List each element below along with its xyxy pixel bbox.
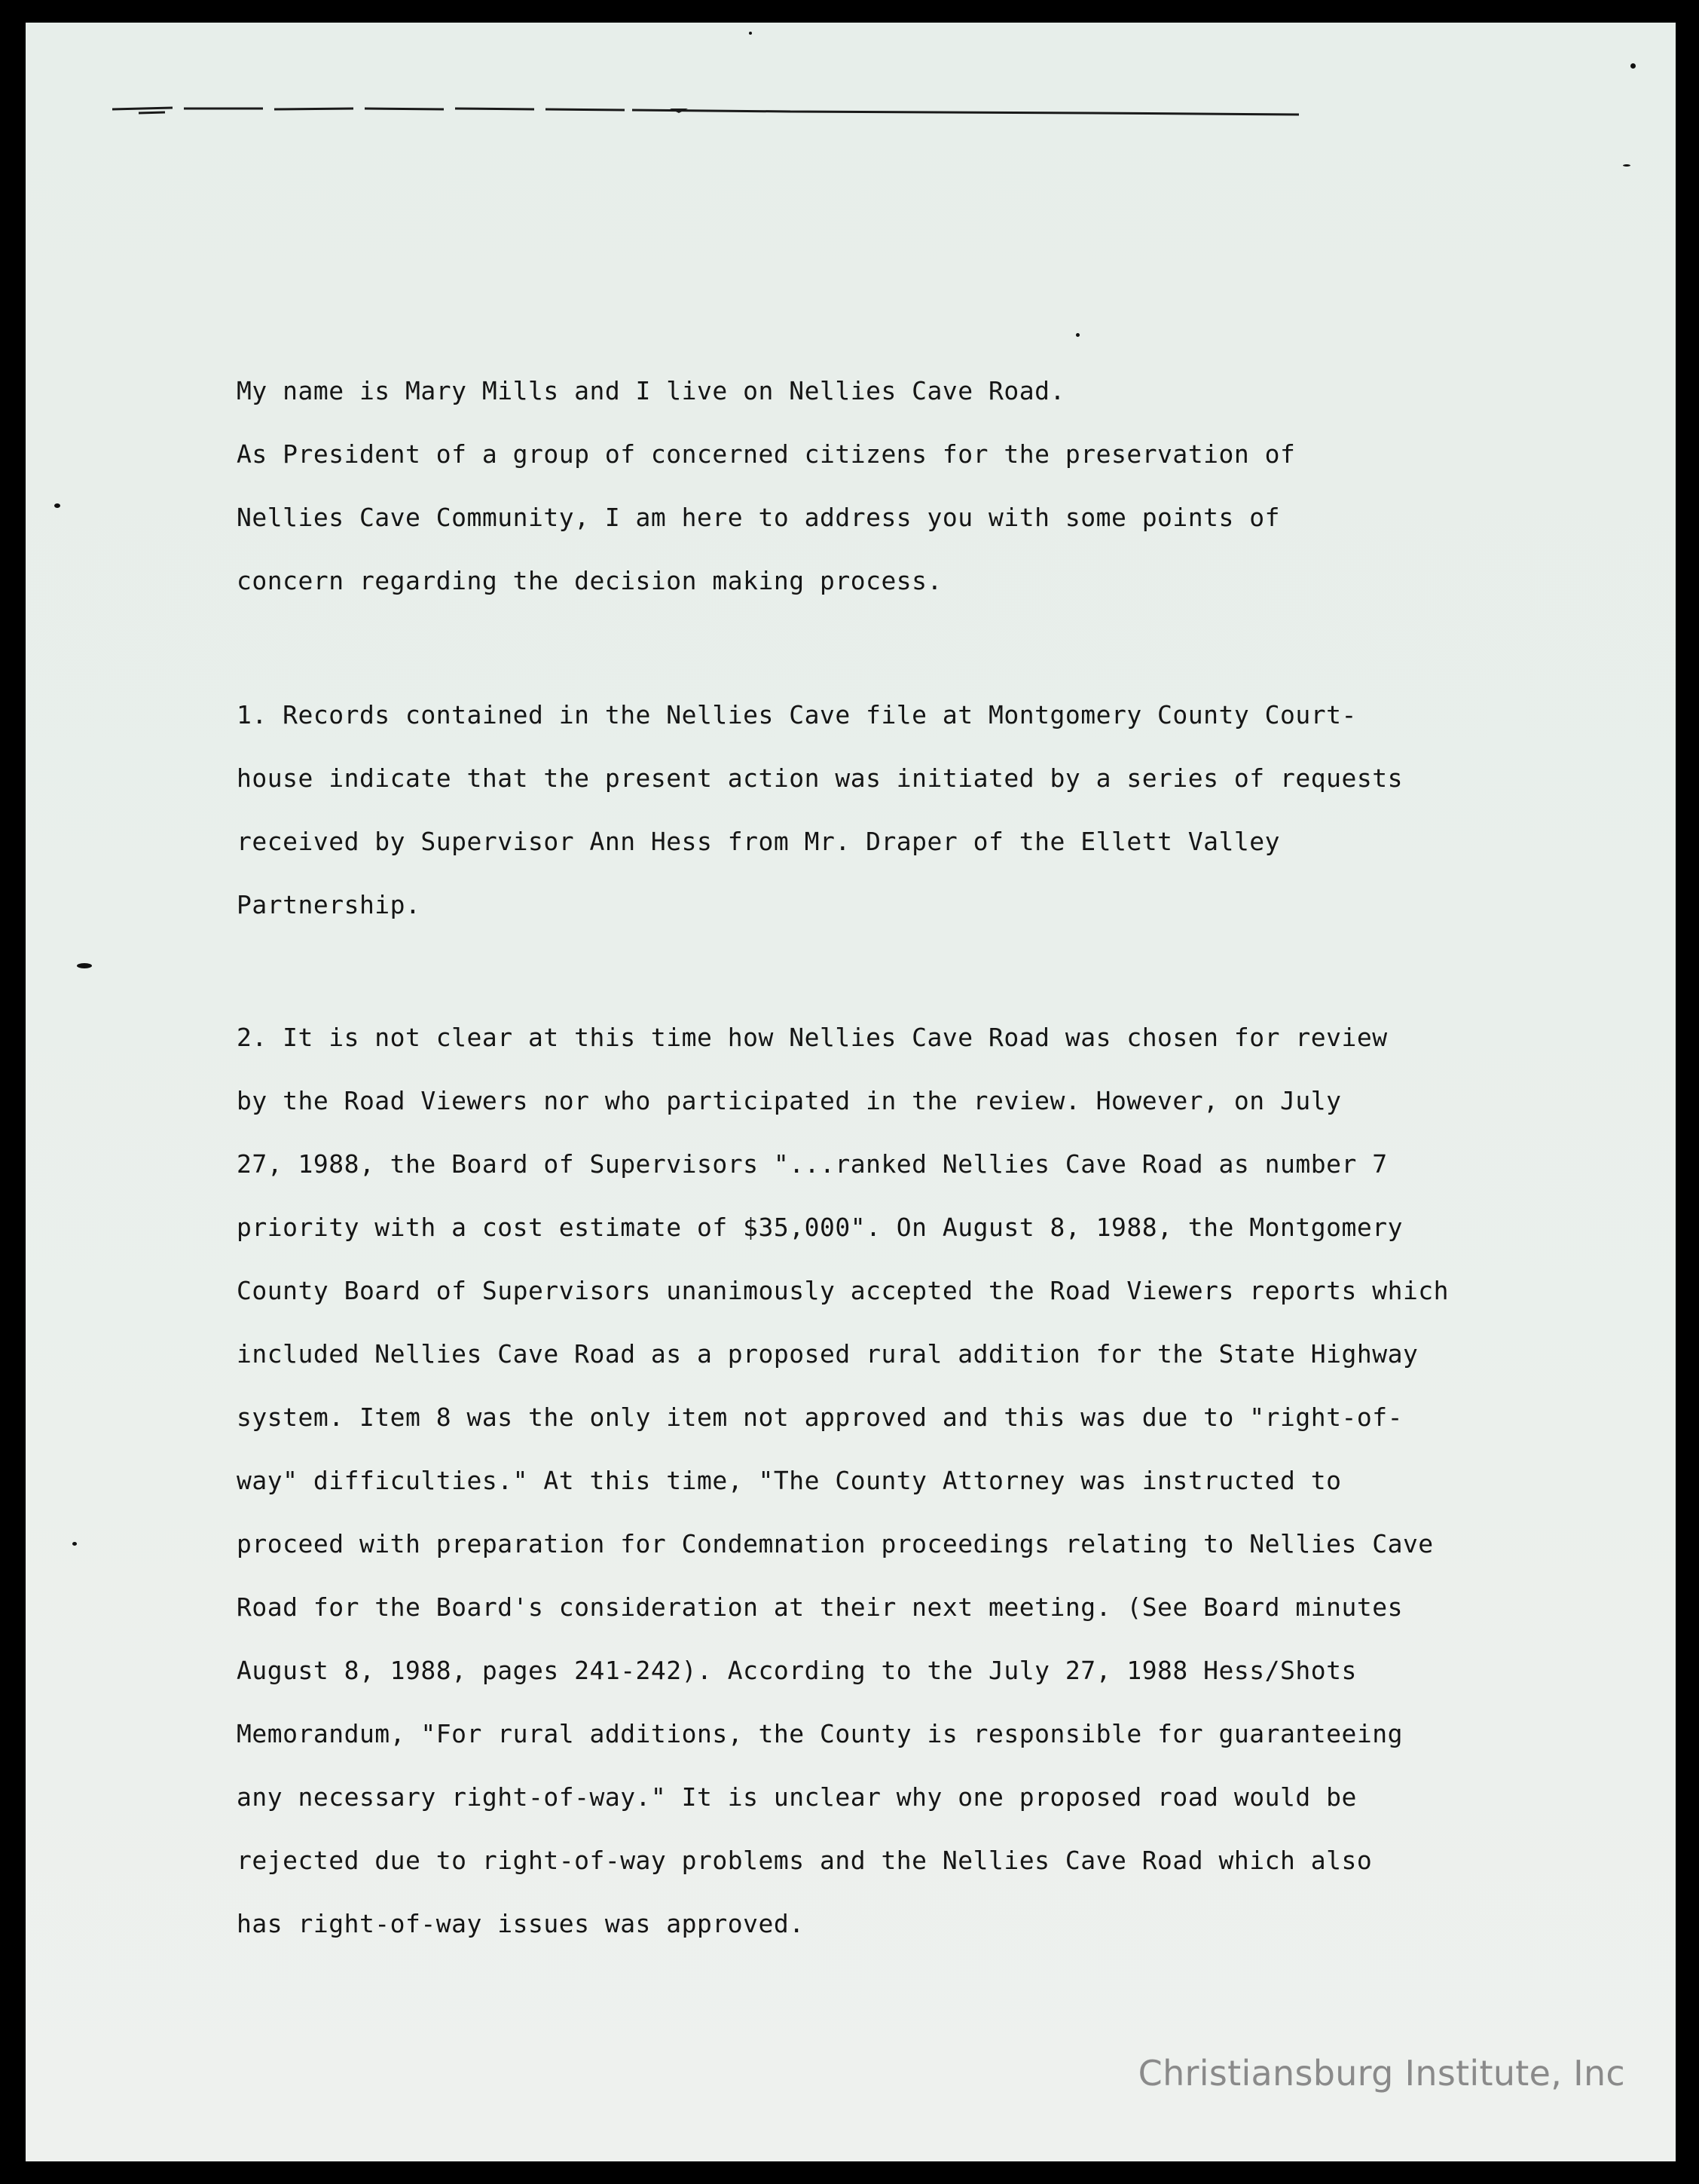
point-one-line-1: 1. Records contained in the Nellies Cave file at Montgomery County Court- xyxy=(237,700,1357,730)
paper-speck xyxy=(72,1542,77,1546)
intro-line-3: Nellies Cave Community, I am here to address you with some points of xyxy=(237,503,1281,532)
point-two-line-5: County Board of Supervisors unanimously accepted the Road Viewers reports which xyxy=(237,1276,1450,1305)
point-two-line-14: rejected due to right-of-way problems and the Nellies Cave Road which also xyxy=(237,1846,1373,1875)
watermark-text: Christiansburg Institute, Inc xyxy=(1138,2053,1625,2094)
intro-paragraph xyxy=(237,359,1517,613)
point-one-line-4: Partnership. xyxy=(237,890,421,919)
point-two-line-4: priority with a cost estimate of $35,000". On August 8, 1988, the Montgomery xyxy=(237,1213,1403,1242)
point-two-line-8: way" difficulties." At this time, "The County Attorney was instructed to xyxy=(237,1466,1342,1495)
top-rule-line xyxy=(112,101,1299,118)
point-one-line-2: house indicate that the present action was initiated by a series of requests xyxy=(237,763,1403,793)
intro-line-2: As President of a group of concerned citizens for the preservation of xyxy=(237,439,1296,469)
point-two-paragraph xyxy=(237,1006,1517,1956)
point-two-line-13: any necessary right-of-way." It is unclear why one proposed road would be xyxy=(237,1782,1357,1812)
intro-line-4: concern regarding the decision making process. xyxy=(237,566,943,595)
point-two-line-10: Road for the Board's consideration at their next meeting. (See Board minutes xyxy=(237,1592,1403,1622)
point-two-line-1: 2. It is not clear at this time how Nellies Cave Road was chosen for review xyxy=(237,1023,1388,1052)
paper-speck xyxy=(77,963,92,968)
paper-speck xyxy=(1076,333,1080,337)
point-two-line-2: by the Road Viewers nor who participated in the review. However, on July xyxy=(237,1086,1342,1115)
point-two-line-11: August 8, 1988, pages 241-242). According to the July 27, 1988 Hess/Shots xyxy=(237,1656,1357,1685)
point-two-line-3: 27, 1988, the Board of Supervisors "...ranked Nellies Cave Road as number 7 xyxy=(237,1149,1388,1179)
intro-line-1: My name is Mary Mills and I live on Nellies Cave Road. xyxy=(237,376,1065,405)
paper-speck xyxy=(749,32,752,35)
point-two-line-9: proceed with preparation for Condemnation proceedings relating to Nellies Cave xyxy=(237,1529,1434,1558)
point-two-line-6: included Nellies Cave Road as a proposed rural addition for the State Highway xyxy=(237,1339,1419,1369)
point-two-line-7: system. Item 8 was the only item not approved and this was due to "right-of- xyxy=(237,1402,1403,1432)
point-two-line-12: Memorandum, "For rural additions, the County is responsible for guaranteeing xyxy=(237,1719,1403,1748)
point-one-paragraph xyxy=(237,684,1517,937)
point-one-line-3: received by Supervisor Ann Hess from Mr. Draper of the Ellett Valley xyxy=(237,827,1281,856)
document-page xyxy=(26,23,1676,2161)
paper-speck xyxy=(1630,63,1636,69)
paper-speck xyxy=(1623,164,1630,167)
point-two-line-15: has right-of-way issues was approved. xyxy=(237,1909,805,1938)
paper-speck xyxy=(54,503,60,508)
